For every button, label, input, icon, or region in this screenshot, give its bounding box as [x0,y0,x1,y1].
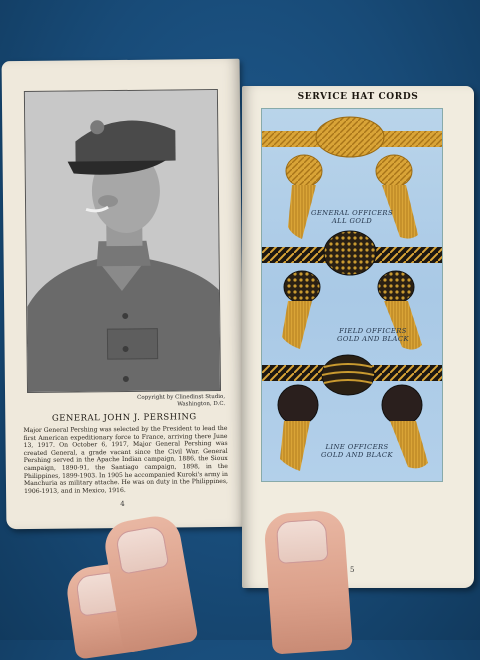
field-label-line-2: GOLD AND BLACK [337,335,409,343]
general-officers-label [302,209,402,225]
portrait-illustration [25,90,220,392]
line-label-line-1: LINE OFFICERS [325,443,389,451]
fingernail-middle [115,525,170,575]
hat-cords-plate [261,108,443,482]
open-booklet [4,60,474,574]
hat-cords-illustration [262,109,442,481]
right-page [242,86,474,588]
general-label-line-2: ALL GOLD [331,217,373,225]
line-label-line-2: GOLD AND BLACK [321,451,393,459]
thumbnail-right [276,519,329,564]
thumb-right [263,509,353,654]
right-page-number: 5 [350,566,355,574]
field-label-line-1: FIELD OFFICERS [339,327,407,335]
credit-line-2: Washington, D.C. [177,400,226,408]
biography-paragraph: Major General Pershing was selected by the President to lead the first American expeditionary force to France, arriving there June 13, 1917. On October 6, 1917, Major General Pershing was created General, a grade vacant since the Civil War. General Pershing served in the Apache Indian campaign, 1886, the Sioux campaign, 1890-91, the Santiago campaign, 1898, in the Philippines, 1899-1903. In 1905 he accompanied Kuroki's army in Manchuria as military attache. He was on duty in the Philippines, 1906-1913, and in Mexico, 1916. [23,424,229,495]
photo-credit [117,394,225,409]
general-label-line-1: GENERAL OFFICERS [310,209,394,217]
line-officers-label [302,443,412,459]
field-officers-label [318,327,428,343]
credit-line-1: Copyright by Clinedinst Studio, [137,393,226,401]
portrait-caption: GENERAL JOHN J. PERSHING [51,412,197,424]
plate-title: SERVICE HAT CORDS [297,92,419,102]
left-page [2,59,245,529]
left-page-number: 4 [120,499,125,509]
pershing-portrait-photo [24,89,221,393]
